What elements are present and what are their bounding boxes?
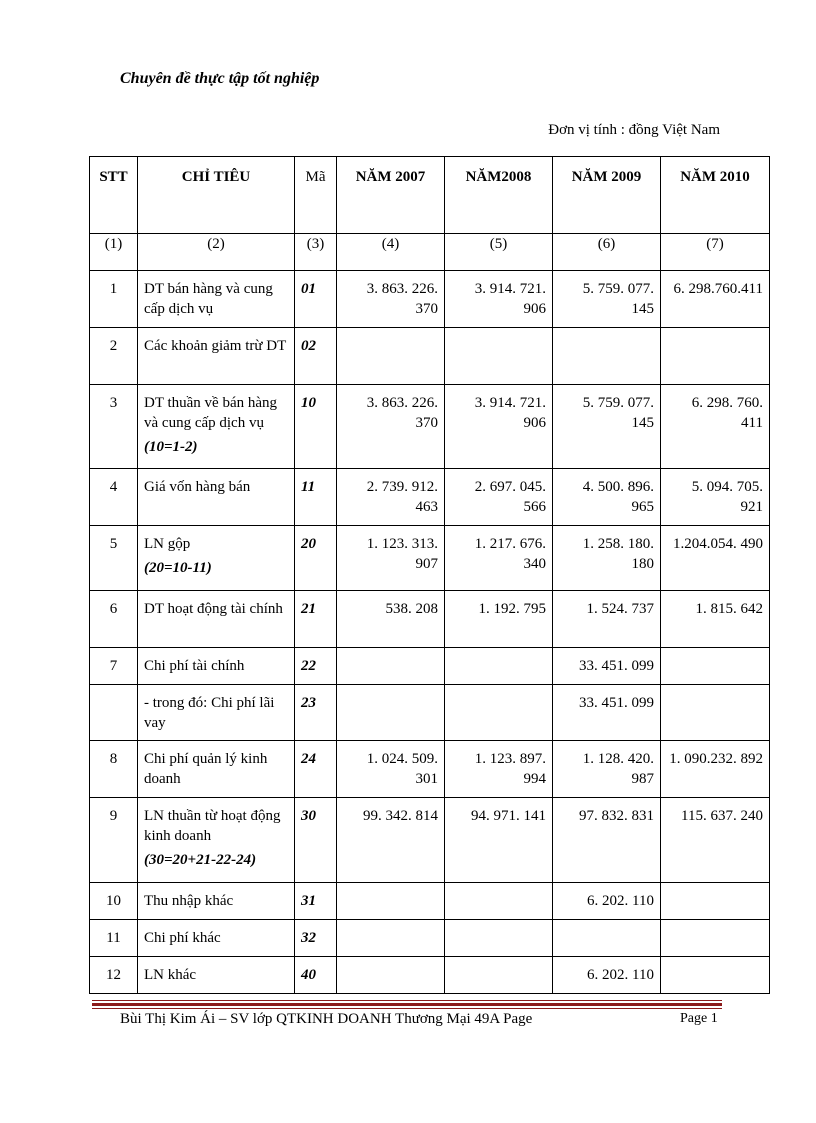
row-label-text: DT thuần về bán hàng và cung cấp dịch vụ	[144, 395, 278, 431]
row-value-2007: 3. 863. 226. 370	[337, 385, 445, 469]
row-value-2010	[661, 648, 770, 685]
table-row	[90, 469, 770, 526]
row-value-2010: 6. 298.760.411	[661, 271, 770, 328]
row-value-2009: 6. 202. 110	[553, 957, 661, 994]
row-value-2008: 1. 192. 795	[445, 591, 553, 648]
row-formula: (30=20+21-22-24)	[144, 852, 257, 868]
row-value-2010	[661, 685, 770, 741]
row-code: 24	[295, 741, 337, 798]
row-indicator	[138, 591, 295, 648]
table-row	[90, 957, 770, 994]
row-value-2008: 1. 123. 897. 994	[445, 741, 553, 798]
footer-rule-line	[92, 1003, 722, 1006]
header-row	[90, 157, 770, 234]
row-stt: 9	[90, 798, 138, 883]
col-number: (6)	[553, 234, 661, 271]
row-value-2009: 1. 258. 180. 180	[553, 526, 661, 591]
table-row	[90, 920, 770, 957]
table-row	[90, 741, 770, 798]
row-value-2009	[553, 920, 661, 957]
row-value-2009: 33. 451. 099	[553, 648, 661, 685]
row-code: 02	[295, 328, 337, 385]
row-code: 23	[295, 685, 337, 741]
row-stt: 10	[90, 883, 138, 920]
row-stt: 12	[90, 957, 138, 994]
row-code: 20	[295, 526, 337, 591]
row-value-2008: 3. 914. 721. 906	[445, 385, 553, 469]
row-value-2008	[445, 883, 553, 920]
col-header-2007: NĂM 2007	[337, 157, 445, 234]
table-row	[90, 685, 770, 741]
row-value-2008: 1. 217. 676. 340	[445, 526, 553, 591]
col-number: (5)	[445, 234, 553, 271]
row-value-2010	[661, 957, 770, 994]
row-stt: 2	[90, 328, 138, 385]
row-indicator	[138, 741, 295, 798]
col-header-indicator: CHỈ TIÊU	[138, 157, 295, 234]
row-label-text: Chi phí tài chính	[144, 658, 245, 674]
row-value-2010: 1. 815. 642	[661, 591, 770, 648]
row-code: 22	[295, 648, 337, 685]
col-header-2009: NĂM 2009	[553, 157, 661, 234]
footer-page-number: Page 1	[680, 1011, 718, 1026]
row-value-2007	[337, 883, 445, 920]
row-label-text: Giá vốn hàng bán	[144, 479, 251, 495]
row-value-2010	[661, 883, 770, 920]
row-value-2007	[337, 957, 445, 994]
row-value-2008: 2. 697. 045. 566	[445, 469, 553, 526]
row-indicator	[138, 957, 295, 994]
table-row	[90, 385, 770, 469]
document-title: Chuyên đề thực tập tốt nghiệp	[120, 70, 320, 87]
row-value-2008	[445, 328, 553, 385]
row-value-2007: 1. 024. 509. 301	[337, 741, 445, 798]
table-row	[90, 648, 770, 685]
row-label-text: Chi phí khác	[144, 930, 221, 946]
col-header-2010: NĂM 2010	[661, 157, 770, 234]
row-label-text: LN khác	[144, 967, 197, 983]
row-stt	[90, 685, 138, 741]
row-label-text: DT hoạt động tài chính	[144, 601, 283, 617]
row-indicator	[138, 385, 295, 469]
row-code: 40	[295, 957, 337, 994]
row-label-text: LN gộp	[144, 536, 191, 552]
row-stt: 7	[90, 648, 138, 685]
row-label-text: Chi phí quản lý kinh doanh	[144, 751, 268, 787]
row-value-2010: 6. 298. 760. 411	[661, 385, 770, 469]
row-value-2007: 99. 342. 814	[337, 798, 445, 883]
row-value-2009: 33. 451. 099	[553, 685, 661, 741]
row-value-2009: 1. 524. 737	[553, 591, 661, 648]
col-number: (4)	[337, 234, 445, 271]
row-indicator	[138, 469, 295, 526]
row-value-2009: 6. 202. 110	[553, 883, 661, 920]
table-body	[90, 271, 770, 994]
row-value-2010: 5. 094. 705. 921	[661, 469, 770, 526]
col-number: (3)	[295, 234, 337, 271]
row-stt: 5	[90, 526, 138, 591]
row-formula: (10=1-2)	[144, 439, 198, 455]
row-formula: (20=10-11)	[144, 560, 212, 576]
row-code: 31	[295, 883, 337, 920]
financial-report-table	[89, 156, 770, 994]
row-value-2010: 1. 090.232. 892	[661, 741, 770, 798]
row-value-2009	[553, 328, 661, 385]
row-indicator	[138, 271, 295, 328]
footer-author: Bùi Thị Kim Ái – SV lớp QTKINH DOANH Thương Mại 49A Page	[120, 1011, 533, 1027]
row-value-2010: 1.204.054. 490	[661, 526, 770, 591]
column-number-row	[90, 234, 770, 271]
row-code: 30	[295, 798, 337, 883]
col-header-stt: STT	[90, 157, 138, 234]
col-header-code: Mã	[295, 157, 337, 234]
row-indicator	[138, 648, 295, 685]
row-value-2007: 3. 863. 226. 370	[337, 271, 445, 328]
row-indicator	[138, 526, 295, 591]
row-value-2008	[445, 920, 553, 957]
row-code: 10	[295, 385, 337, 469]
col-number: (2)	[138, 234, 295, 271]
row-value-2008	[445, 957, 553, 994]
table-row	[90, 328, 770, 385]
row-code: 21	[295, 591, 337, 648]
footer-rule-line	[92, 1008, 722, 1009]
footer-rule	[92, 1000, 722, 1011]
row-code: 01	[295, 271, 337, 328]
row-value-2007: 538. 208	[337, 591, 445, 648]
row-value-2010	[661, 328, 770, 385]
row-label-text: DT bán hàng và cung cấp dịch vụ	[144, 281, 273, 317]
unit-note: Đơn vị tính : đồng Việt Nam	[548, 122, 720, 138]
footer-rule-line	[92, 1000, 722, 1001]
row-value-2008: 94. 971. 141	[445, 798, 553, 883]
row-value-2008	[445, 685, 553, 741]
row-label-text: Các khoản giảm trừ DT	[144, 338, 287, 354]
row-value-2007	[337, 648, 445, 685]
row-label-text: Thu nhập khác	[144, 893, 234, 909]
table-row	[90, 591, 770, 648]
row-stt: 1	[90, 271, 138, 328]
row-value-2007	[337, 685, 445, 741]
row-indicator	[138, 883, 295, 920]
row-value-2007: 1. 123. 313. 907	[337, 526, 445, 591]
col-number: (7)	[661, 234, 770, 271]
row-stt: 8	[90, 741, 138, 798]
row-value-2007	[337, 328, 445, 385]
col-number: (1)	[90, 234, 138, 271]
row-indicator	[138, 328, 295, 385]
row-indicator	[138, 685, 295, 741]
row-value-2009: 97. 832. 831	[553, 798, 661, 883]
row-stt: 11	[90, 920, 138, 957]
row-label-text: LN thuần từ hoạt động kinh doanh	[144, 808, 281, 844]
row-label-text: - trong đó: Chi phí lãi vay	[144, 695, 275, 731]
row-value-2007	[337, 920, 445, 957]
table-row	[90, 526, 770, 591]
row-value-2007: 2. 739. 912. 463	[337, 469, 445, 526]
row-value-2008: 3. 914. 721. 906	[445, 271, 553, 328]
row-indicator	[138, 920, 295, 957]
table-row	[90, 271, 770, 328]
row-value-2010	[661, 920, 770, 957]
row-stt: 6	[90, 591, 138, 648]
row-value-2009: 1. 128. 420. 987	[553, 741, 661, 798]
row-value-2009: 5. 759. 077. 145	[553, 271, 661, 328]
table-row	[90, 798, 770, 883]
row-code: 32	[295, 920, 337, 957]
row-indicator	[138, 798, 295, 883]
table-row	[90, 883, 770, 920]
row-value-2008	[445, 648, 553, 685]
row-stt: 4	[90, 469, 138, 526]
row-stt: 3	[90, 385, 138, 469]
row-value-2010: 115. 637. 240	[661, 798, 770, 883]
row-code: 11	[295, 469, 337, 526]
col-header-2008: NĂM2008	[445, 157, 553, 234]
row-value-2009: 4. 500. 896. 965	[553, 469, 661, 526]
row-value-2009: 5. 759. 077. 145	[553, 385, 661, 469]
